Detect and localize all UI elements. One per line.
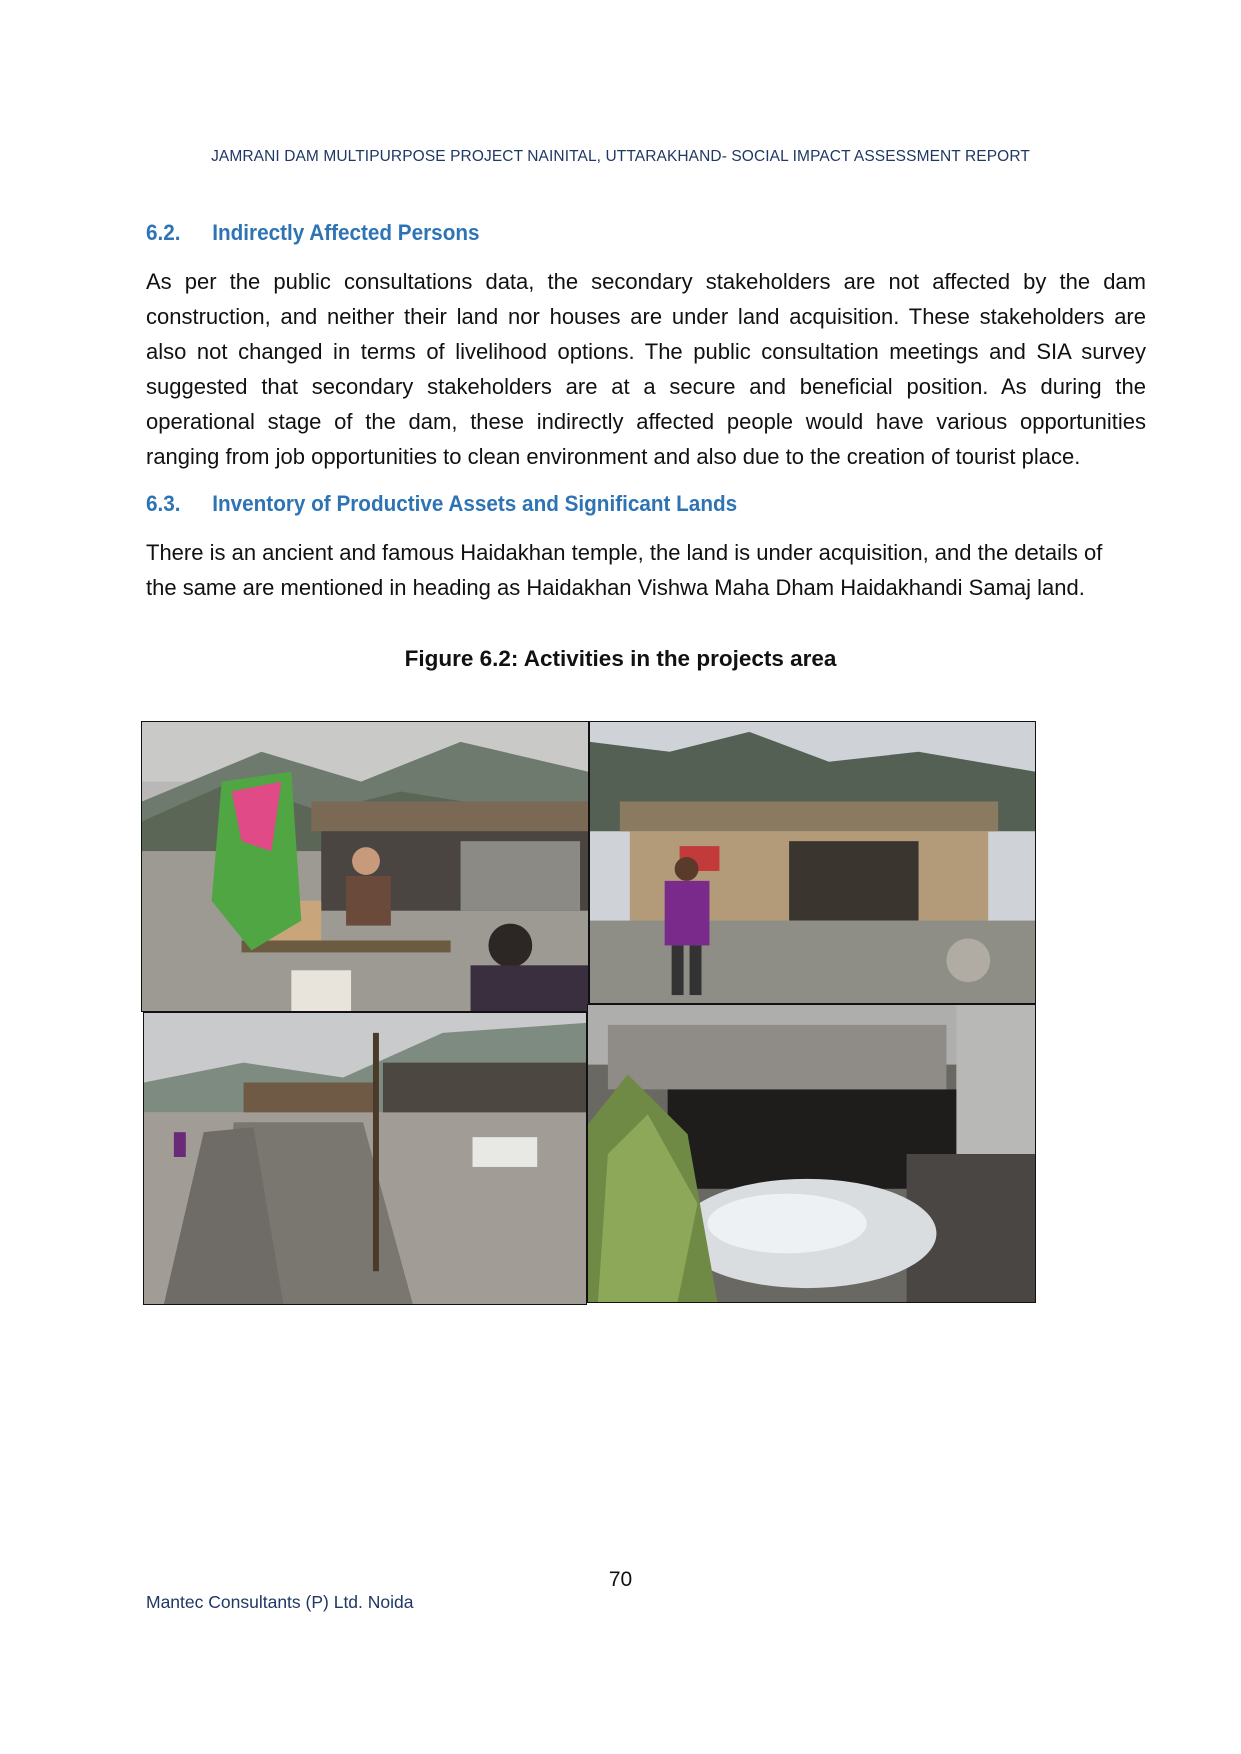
section-number: 6.2. bbox=[146, 220, 181, 245]
paragraph-line: construction, and neither their land nor houses are under land acquisition. These stakeholders are bbox=[146, 304, 1146, 329]
section-title: Indirectly Affected Persons bbox=[212, 220, 480, 245]
thatched-hut-photo bbox=[589, 721, 1036, 1004]
footer-organization: Mantec Consultants (P) Ltd. Noida bbox=[146, 1592, 414, 1612]
paragraph-line: the same are mentioned in heading as Haidakhan Vishwa Maha Dham Haidakhandi Samaj land. bbox=[146, 575, 1085, 600]
paragraph-line: As per the public consultations data, the secondary stakeholders are not affected by the dam bbox=[146, 269, 1146, 294]
section-title: Inventory of Productive Assets and Significant Lands bbox=[212, 491, 738, 516]
section-number: 6.3. bbox=[146, 491, 181, 516]
section-heading-6-2 bbox=[146, 220, 480, 246]
roadside-stall-photo bbox=[141, 721, 589, 1012]
paragraph-line: There is an ancient and famous Haidakhan temple, the land is under acquisition, and the details of bbox=[146, 540, 1103, 565]
section-paragraph-6-3 bbox=[146, 535, 1146, 605]
paragraph-line: suggested that secondary stakeholders are at a secure and beneficial position. As during the bbox=[146, 374, 1146, 399]
riverside-path-photo bbox=[143, 1012, 587, 1305]
paragraph-line: operational stage of the dam, these indirectly affected people would have various opportunities bbox=[146, 409, 1146, 434]
running-header: JAMRANI DAM MULTIPURPOSE PROJECT NAINITAL, UTTARAKHAND- SOCIAL IMPACT ASSESSMENT REPORT bbox=[211, 148, 1030, 165]
section-paragraph-6-2 bbox=[146, 264, 1146, 474]
paragraph-line: also not changed in terms of livelihood options. The public consultation meetings and SIA survey bbox=[146, 339, 1146, 364]
water-channel-photo bbox=[587, 1004, 1036, 1303]
figure-caption: Figure 6.2: Activities in the projects area bbox=[404, 646, 837, 671]
paragraph-line: ranging from job opportunities to clean environment and also due to the creation of tourist place. bbox=[146, 444, 1081, 469]
section-heading-6-3 bbox=[146, 491, 737, 517]
page-number: 70 bbox=[608, 1568, 633, 1591]
